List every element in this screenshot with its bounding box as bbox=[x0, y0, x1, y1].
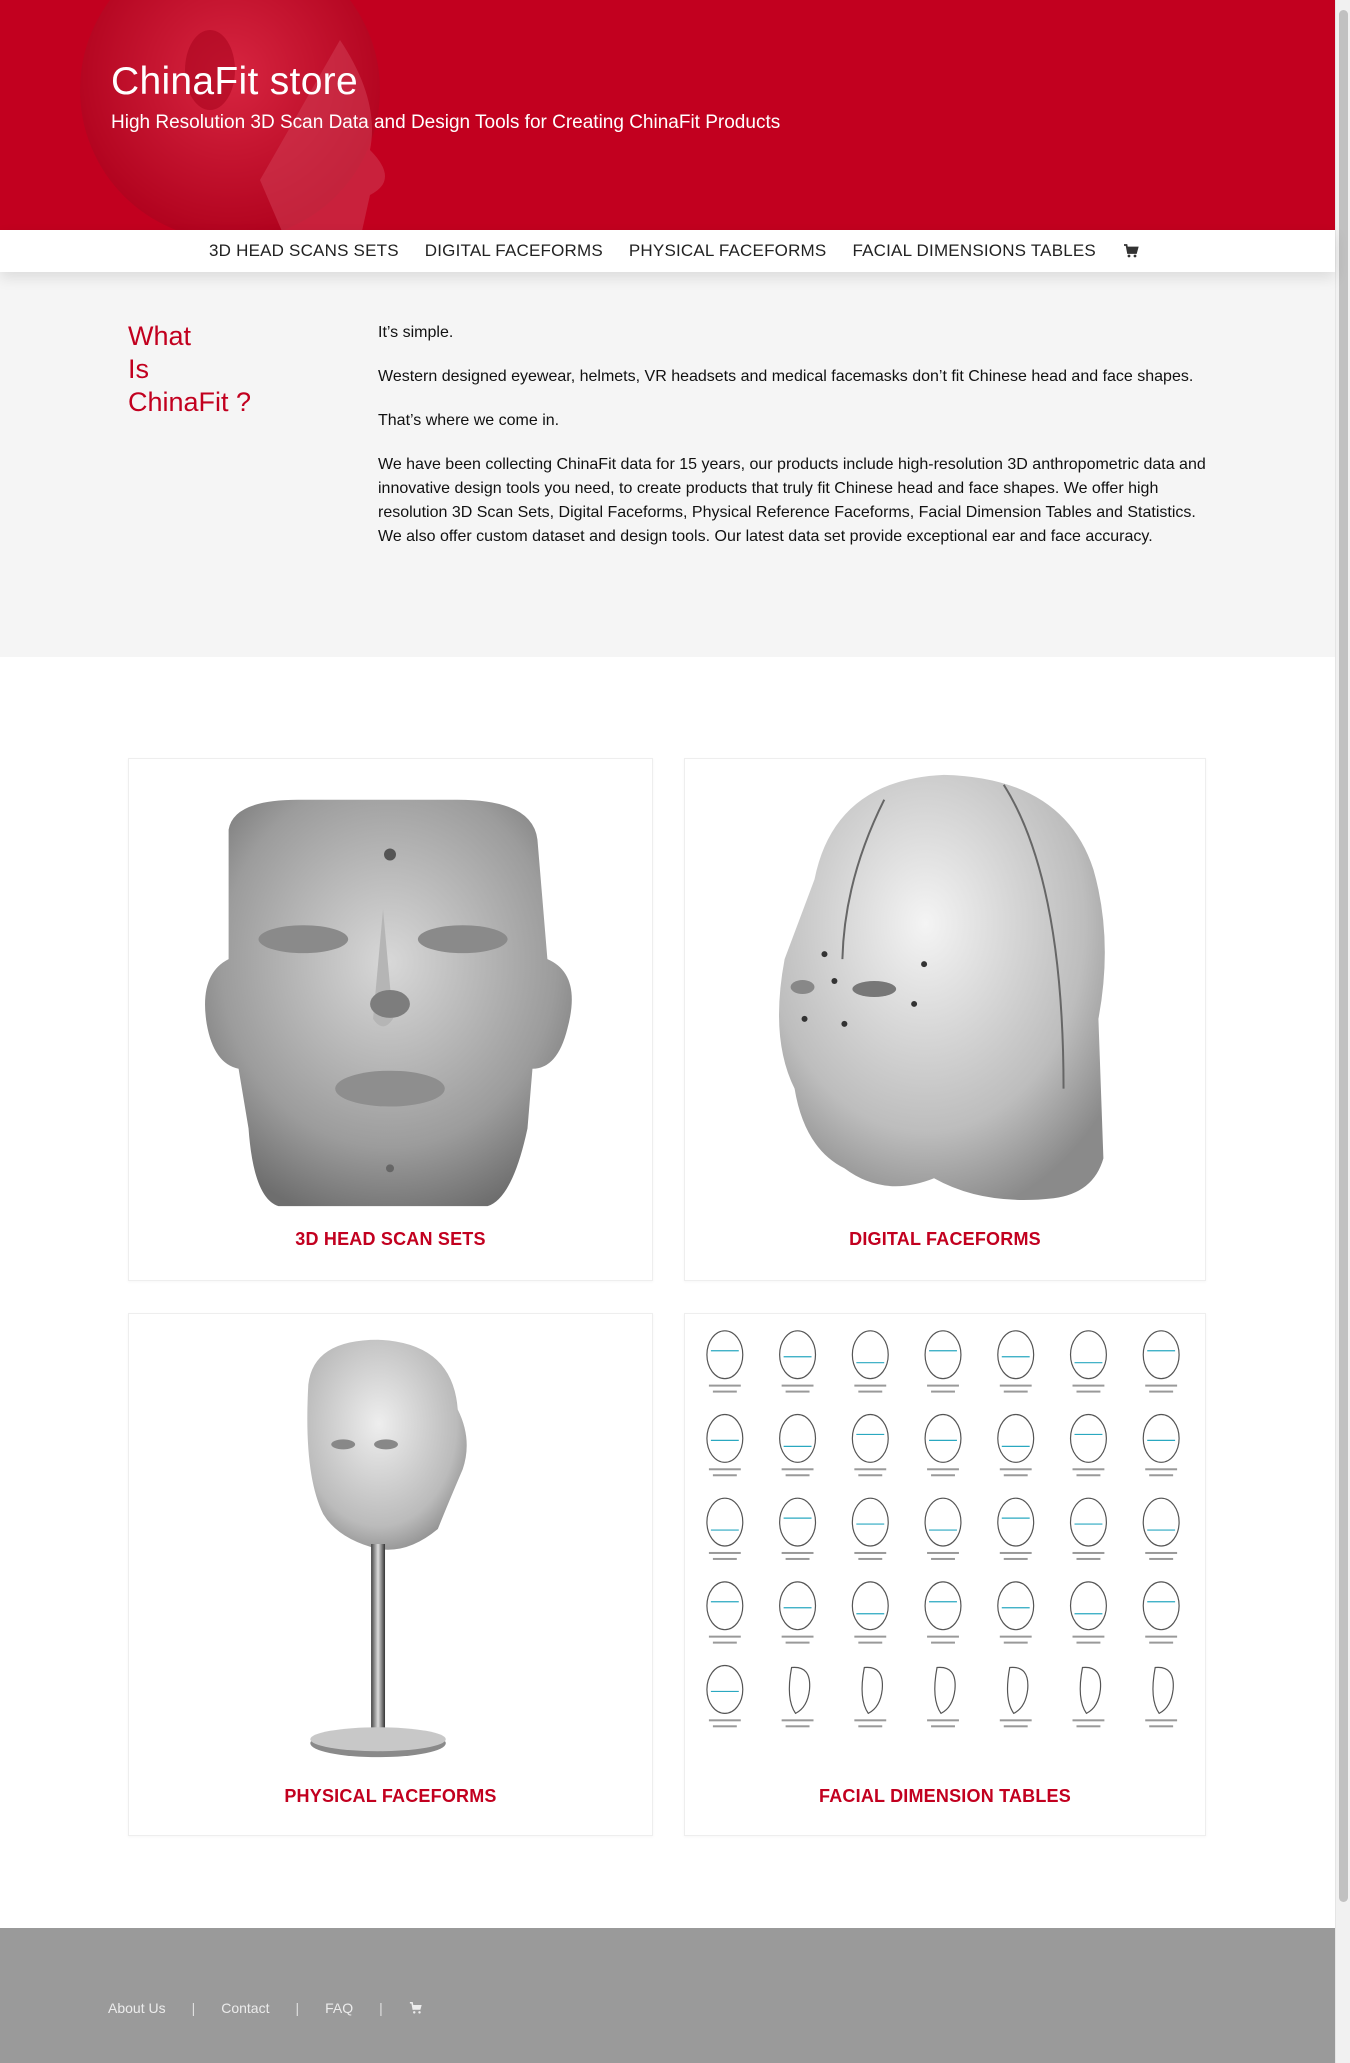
nav-item-physical-faceforms[interactable]: PHYSICAL FACEFORMS bbox=[628, 241, 827, 260]
card-caption[interactable]: FACIAL DIMENSION TABLES bbox=[819, 1786, 1071, 1806]
face-diagram-thumbnail bbox=[1143, 1331, 1179, 1393]
face-diagram-thumbnail bbox=[1143, 1414, 1179, 1476]
nav-item-3d-head-scans-sets[interactable]: 3D HEAD SCANS SETS bbox=[209, 241, 399, 260]
site-title[interactable]: ChinaFit store bbox=[111, 60, 358, 103]
face-diagram-thumbnail bbox=[1071, 1414, 1107, 1476]
face-diagram-thumbnail bbox=[852, 1331, 888, 1393]
face-diagram-thumbnail bbox=[707, 1331, 743, 1393]
nav-item-facial-dimensions-tables[interactable]: FACIAL DIMENSIONS TABLES bbox=[852, 241, 1096, 260]
product-card-facial-dimension-tables[interactable] bbox=[684, 1313, 1206, 1836]
face-diagram-thumbnail bbox=[707, 1666, 743, 1728]
product-card-digital-faceforms[interactable] bbox=[684, 758, 1206, 1281]
face-diagram-thumbnail bbox=[1071, 1582, 1107, 1644]
face-diagram-thumbnail bbox=[1073, 1667, 1105, 1727]
footer-separator: | bbox=[379, 2000, 383, 2016]
footer-link-faq[interactable]: FAQ bbox=[325, 2000, 354, 2016]
face-diagram-thumbnail bbox=[852, 1582, 888, 1644]
face-diagram-thumbnail bbox=[1143, 1498, 1179, 1560]
face-diagram-thumbnail bbox=[925, 1414, 961, 1476]
product-card-3d-head-scan-sets[interactable] bbox=[128, 758, 653, 1281]
dimension-tables-image bbox=[685, 1314, 1205, 1774]
intro-heading bbox=[128, 320, 288, 419]
nav-item-digital-faceforms[interactable]: DIGITAL FACEFORMS bbox=[424, 241, 603, 260]
site-footer bbox=[0, 1928, 1335, 2063]
main-nav bbox=[0, 230, 1335, 272]
face-diagram-thumbnail bbox=[780, 1498, 816, 1560]
site-tagline: High Resolution 3D Scan Data and Design Tools for Creating ChinaFit Products bbox=[111, 112, 781, 133]
intro-body bbox=[378, 321, 1208, 569]
site-header bbox=[0, 0, 1335, 230]
page-scrollbar[interactable] bbox=[1335, 0, 1350, 2063]
face-diagram-thumbnail bbox=[1071, 1331, 1107, 1393]
face-diagram-thumbnail bbox=[998, 1414, 1034, 1476]
footer-separator: | bbox=[191, 2000, 196, 2016]
face-diagram-thumbnail bbox=[927, 1667, 959, 1727]
face-diagram-thumbnail bbox=[852, 1498, 888, 1560]
face-diagram-thumbnail bbox=[925, 1498, 961, 1560]
face-diagram-thumbnail bbox=[925, 1331, 961, 1393]
intro-paragraph: We have been collecting ChinaFit data for 15 years, our products include high-resolution 3D anthropometric data and innovative design tools you need, to create products that truly fit Chinese head and face shapes. We offer high resolution 3D Scan Sets, Digital Faceforms, Physical Reference Faceforms, Facial Dimension Tables and Statistics. We also offer custom dataset and design tools. Our latest data set provide exceptional ear and face accuracy. bbox=[378, 456, 1206, 545]
intro-paragraph: That’s where we come in. bbox=[378, 412, 560, 429]
face-diagram-thumbnail bbox=[1071, 1498, 1107, 1560]
physical-faceform-image bbox=[129, 1314, 652, 1774]
intro-heading-line: Is bbox=[128, 354, 150, 384]
scrollbar-thumb[interactable] bbox=[1339, 10, 1348, 1902]
card-caption[interactable]: 3D HEAD SCAN SETS bbox=[295, 1229, 486, 1249]
face-diagram-thumbnail bbox=[925, 1582, 961, 1644]
intro-paragraph: It’s simple. bbox=[378, 324, 454, 341]
face-diagram-thumbnail bbox=[1145, 1667, 1177, 1727]
digital-faceform-image bbox=[685, 759, 1205, 1219]
intro-heading-line: ChinaFit ? bbox=[128, 387, 252, 417]
cart-icon[interactable] bbox=[409, 2001, 423, 2015]
product-card-physical-faceforms[interactable] bbox=[128, 1313, 653, 1836]
face-diagram-thumbnail bbox=[998, 1498, 1034, 1560]
cart-icon[interactable] bbox=[1123, 243, 1139, 259]
face-diagram-thumbnail bbox=[854, 1667, 886, 1727]
card-caption[interactable]: PHYSICAL FACEFORMS bbox=[284, 1786, 497, 1806]
card-caption[interactable]: DIGITAL FACEFORMS bbox=[849, 1229, 1041, 1249]
footer-separator: | bbox=[295, 2000, 300, 2016]
footer-links bbox=[108, 2000, 423, 2016]
intro-section bbox=[0, 272, 1335, 657]
face-diagram-thumbnail bbox=[707, 1414, 743, 1476]
footer-link-contact[interactable]: Contact bbox=[221, 2000, 270, 2016]
face-diagram-thumbnail bbox=[1143, 1582, 1179, 1644]
intro-paragraph: Western designed eyewear, helmets, VR headsets and medical facemasks don’t fit Chinese head and face shapes. bbox=[378, 368, 1194, 385]
face-diagram-thumbnail bbox=[780, 1414, 816, 1476]
face-diagram-thumbnail bbox=[1000, 1667, 1032, 1727]
face-diagram-thumbnail bbox=[707, 1582, 743, 1644]
head-scan-image bbox=[129, 759, 652, 1219]
face-diagram-thumbnail bbox=[782, 1667, 814, 1727]
face-diagram-thumbnail bbox=[780, 1331, 816, 1393]
face-diagram-thumbnail bbox=[780, 1582, 816, 1644]
intro-heading-line: What bbox=[128, 321, 192, 351]
footer-link-about-us[interactable]: About Us bbox=[108, 2000, 166, 2016]
face-diagram-thumbnail bbox=[707, 1498, 743, 1560]
face-diagram-thumbnail bbox=[998, 1582, 1034, 1644]
face-diagram-thumbnail bbox=[998, 1331, 1034, 1393]
face-diagram-thumbnail bbox=[852, 1414, 888, 1476]
